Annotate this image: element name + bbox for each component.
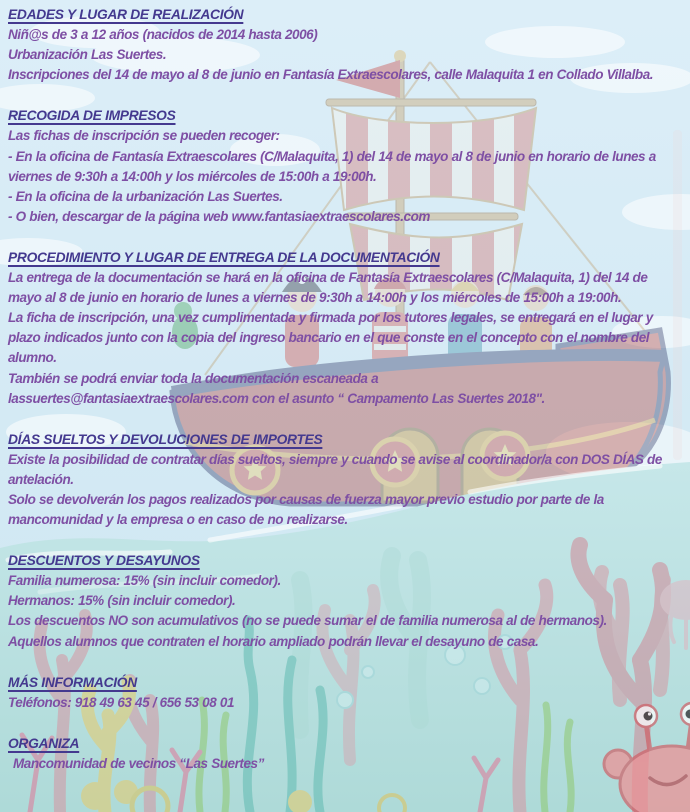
paragraph: La entrega de la documentación se hará en la oficina de Fantasía Extraescolares (C/Malaquita, 1) del 14 de mayo al 8 de junio en horario de lunes a viernes de 9:30h a 14:00h y los miércoles de 15:00h a 19:00h. (8, 270, 648, 306)
section-heading: PROCEDIMIENTO Y LUGAR DE ENTREGA DE LA DOCUMENTACIÓN (8, 249, 440, 265)
section-heading: DÍAS SUELTOS Y DEVOLUCIONES DE IMPORTES (8, 431, 323, 447)
section-dias-sueltos (8, 430, 682, 530)
paragraph: Solo se devolverán los pagos realizados por causas de fuerza mayor previo estudio por parte de la mancomunidad y la empresa o en caso de no realizarse. (8, 491, 604, 528)
section-procedimiento (8, 248, 682, 409)
section-mas-informacion (8, 673, 682, 713)
paragraph-email: lassuertes@fantasiaextraescolares.com con el asunto “ Campamento Las Suertes 2018". (8, 390, 545, 406)
section-heading: ORGANIZA (8, 735, 80, 751)
paragraph: Hermanos: 15% (sin incluir comedor). (8, 593, 236, 609)
section-organiza (8, 734, 682, 774)
paragraph: La ficha de inscripción, una vez cumplimentada y firmada por los tutores legales, se entregará en el lugar y plazo indicados junto con la copia del ingreso bancario en el que conste en el concepto con el nombre del alumno. (8, 310, 653, 366)
section-heading: MÁS INFORMACIÓN (8, 674, 137, 690)
paragraph-website: - O bien, descargar de la página web www.fantasiaextraescolares.com (8, 208, 430, 224)
paragraph-organizer: Mancomunidad de vecinos “Las Suertes” (13, 755, 264, 771)
paragraph: También se podrá enviar toda la documentación escaneada a (8, 370, 379, 386)
section-recogida (8, 106, 682, 227)
paragraph-phones: Teléfonos: 918 49 63 45 / 656 53 08 01 (8, 694, 235, 710)
section-heading: EDADES Y LUGAR DE REALIZACIÓN (8, 7, 244, 22)
section-heading: RECOGIDA DE IMPRESOS (8, 108, 176, 124)
paragraph: Aquellos alumnos que contraten el horario ampliado podrán llevar el desayuno de casa. (8, 633, 539, 649)
paragraph: Inscripciones del 14 de mayo al 8 de junio en Fantasía Extraescolares, calle Malaquita 1 en Collado Villalba. (8, 67, 654, 83)
paragraph: Las fichas de inscripción se pueden recoger: (8, 128, 280, 144)
section-descuentos (8, 551, 682, 651)
paragraph: Urbanización Las Suertes. (8, 47, 167, 63)
paragraph: Niñ@s de 3 a 12 años (nacidos de 2014 hasta 2006) (8, 27, 318, 43)
paragraph: Los descuentos NO son acumulativos (no se puede sumar el de familia numerosa al de hermanos). (8, 613, 607, 629)
paragraph: Familia numerosa: 15% (sin incluir comedor). (8, 573, 281, 589)
section-edades (8, 5, 682, 85)
paragraph: - En la oficina de la urbanización Las Suertes. (8, 188, 283, 204)
paragraph: - En la oficina de Fantasía Extraescolares (C/Malaquita, 1) del 14 de mayo al 8 de junio en horario de lunes a viernes de 9:30h a 14:00h y los miércoles de 15:00h a 19:00h. (8, 148, 656, 184)
paragraph: Existe la posibilidad de contratar días sueltos, siempre y cuando se avise al coordinador/a con DOS DÍAS de antelación. (8, 451, 662, 487)
section-heading: DESCUENTOS Y DESAYUNOS (8, 553, 200, 569)
